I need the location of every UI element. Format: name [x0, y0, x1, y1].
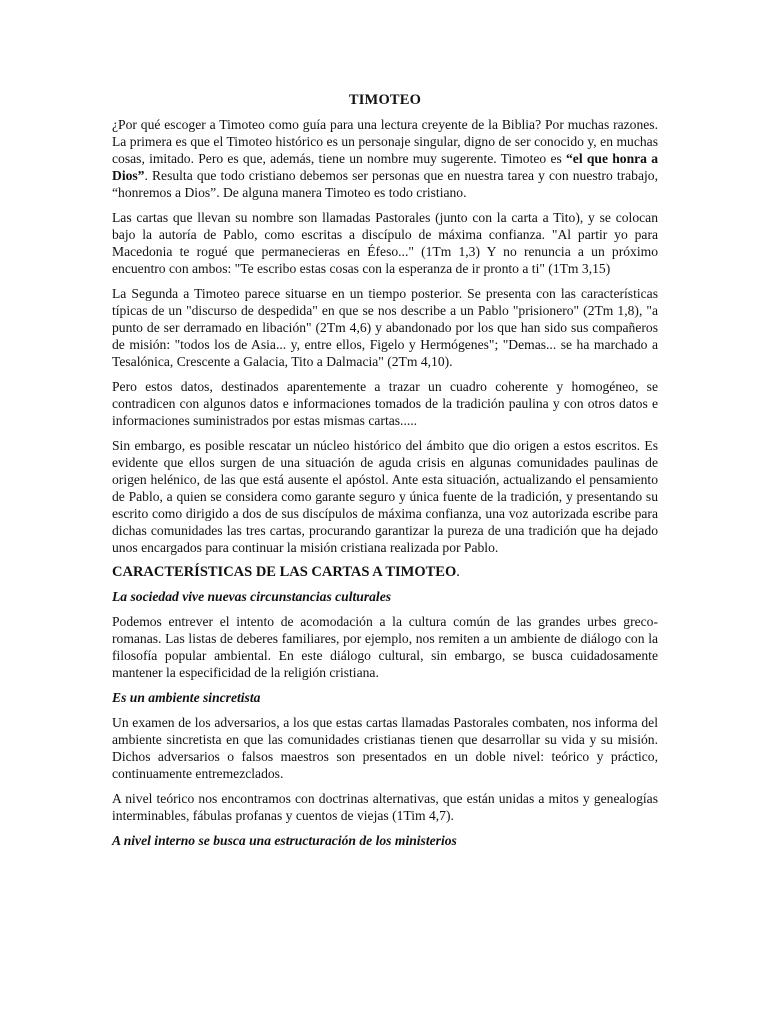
section-heading-text: CARACTERÍSTICAS DE LAS CARTAS A TIMOTEO — [112, 564, 457, 580]
paragraph-culture: Podemos entrever el intento de acomodación a la cultura común de las grandes urbes greco-romanas. Las listas de deberes familiares, por ejemplo, nos remiten a un ambiente de diálogo con la filosofía popular ambiental. En este diálogo cultural, sin embargo, se busca cuidadosamente mantener la especificidad de la religión cristiana. — [112, 614, 658, 680]
page-title: TIMOTEO — [348, 92, 422, 108]
paragraph-text: . Resulta que todo cristiano debemos ser personas que en nuestra tarea y con nuestro trabajo, “honremos a Dios”. De alguna manera Timoteo es todo cristiano. — [112, 168, 658, 200]
paragraph-syncretism-1: Un examen de los adversarios, a los que estas cartas llamadas Pastorales combaten, nos informa del ambiente sincretista en que las comunidades cristianas tienen que desarrollar su vida y su misión. Dichos adversarios o falsos maestros son presentados en un doble nivel: teórico y práctico, continuamente entremezclados. — [112, 715, 658, 781]
subheading-culture: La sociedad vive nuevas circunstancias culturales — [112, 589, 392, 604]
section-heading-dot: . — [456, 564, 460, 580]
document-body — [112, 92, 658, 857]
section-heading — [112, 564, 658, 581]
paragraph-syncretism-2: A nivel teórico nos encontramos con doctrinas alternativas, que están unidas a mitos y genealogías interminables, fábulas profanas y cuentos de viejas (1Tim 4,7). — [112, 791, 658, 823]
paragraph-intro-4: Pero estos datos, destinados aparentemente a trazar un cuadro coherente y homogéneo, se contradicen con algunos datos e informaciones tomados de la tradición paulina y con otros datos e informaciones suministrados por estas mismas cartas..... — [112, 379, 658, 428]
subheading-ministries: A nivel interno se busca una estructuración de los ministerios — [112, 833, 457, 848]
paragraph-intro-3: La Segunda a Timoteo parece situarse en un tiempo posterior. Se presenta con las características típicas de un "discurso de despedida" en que se nos describe a un Pablo "prisionero" (2Tm 1,8), "a punto de ser derramado en libación" (2Tm 4,6) y abandonado por los que han sido sus compañeros de misión: "todos los de Asia... y, entre ellos, Figelo y Hermógenes"; "Demas... se ha marchado a Tesalónica, Crescente a Galacia, Tito a Dalmacia" (2Tm 4,10). — [112, 286, 658, 369]
subheading-syncretism: Es un ambiente sincretista — [112, 690, 261, 705]
bold-phrase: “el que honra a Dios” — [112, 151, 658, 183]
paragraph-intro-2: Las cartas que llevan su nombre son llamadas Pastorales (junto con la carta a Tito), y se colocan bajo la autoría de Pablo, como escritas a discípulo de máxima confianza. "Al partir yo para Macedonia te rogué que permanecieras en Éfeso..." (1Tm 1,3) Y no renuncia a un próximo encuentro con ambos: "Te escribo estas cosas con la esperanza de ir pronto a ti" (1Tm 3,15) — [112, 210, 658, 276]
paragraph-text: ¿Por qué escoger a Timoteo como guía para una lectura creyente de la Biblia? Por muchas razones. La primera es que el Timoteo histórico es un personaje singular, digno de ser conocido y, en muchas cosas, imitado. Pero es que, además, tiene un nombre muy sugerente. Timoteo es — [112, 117, 658, 166]
paragraph-intro-5: Sin embargo, es posible rescatar un núcleo histórico del ámbito que dio origen a estos escritos. Es evidente que ellos surgen de una situación de aguda crisis en algunas comunidades paulinas de origen helénico, de las que está ausente el apóstol. Ante esta situación, actualizando el pensamiento de Pablo, a quien se considera como garante seguro y única fuente de la tradición, y presentando su escrito como dirigido a dos de sus discípulos de máxima confianza, una voz autorizada escribe para dichas comunidades las tres cartas, procurando garantizar la pureza de una tradición que ha dejado unos encargados para continuar la misión cristiana realizada por Pablo. — [112, 438, 658, 555]
paragraph-intro-1 — [112, 116, 658, 201]
